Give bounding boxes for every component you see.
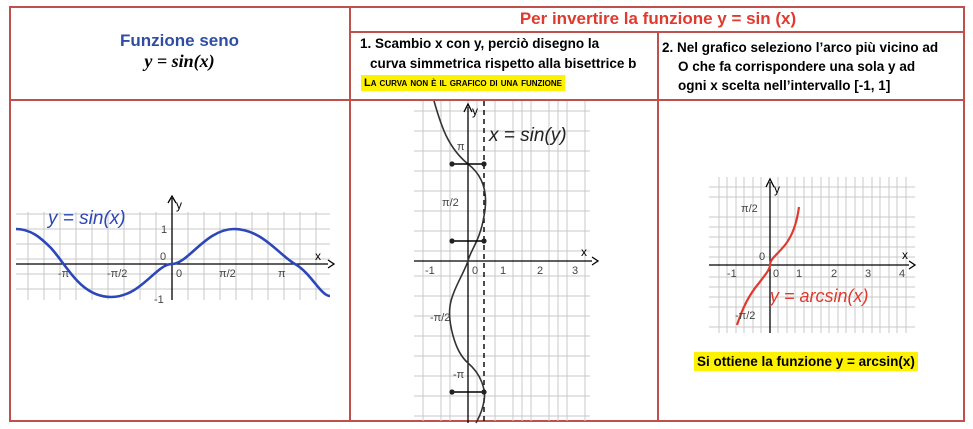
x-axis-label: x — [581, 245, 587, 259]
arcsin-curve-label: y = arcsin(x) — [770, 286, 869, 306]
y-tick-neg-half-pi: -π/2 — [430, 312, 451, 324]
left-title: Funzione seno — [120, 31, 239, 50]
x-tick-two: 2 — [831, 268, 838, 280]
column-divider-2 — [657, 31, 659, 422]
intersection-point-3a — [449, 389, 454, 394]
x-tick-zero: 0 — [472, 265, 479, 277]
intersection-point-1a — [449, 161, 454, 166]
y-tick-neg-one: -1 — [154, 294, 164, 306]
y-tick-half-pi: π/2 — [442, 197, 459, 209]
x-axis-arrow — [592, 257, 598, 265]
x-tick-zero: 0 — [176, 268, 183, 280]
y-tick-neg-half-pi: -π/2 — [735, 310, 756, 322]
swapped-curve-label: x = sin(y) — [489, 125, 567, 146]
x-tick-four: 4 — [899, 268, 906, 280]
y-tick-half-pi: π/2 — [741, 203, 758, 215]
y-tick-zero: 0 — [160, 251, 167, 263]
y-tick-pi: π — [457, 141, 465, 153]
y-axis-label: y — [774, 182, 780, 196]
y-axis-label: y — [472, 104, 478, 118]
x-axis-label: x — [902, 248, 908, 262]
y-tick-neg-pi: -π — [453, 369, 465, 381]
arcsin-graph — [709, 177, 919, 337]
right-title: Per invertire la funzione y = sin (x) — [519, 9, 797, 28]
y-tick-zero: 0 — [759, 251, 766, 263]
x-axis-label: x — [315, 249, 321, 263]
sine-curve-label: y = sin(x) — [48, 208, 126, 229]
x-axis-arrow — [909, 261, 915, 269]
header-subdivider — [349, 31, 965, 33]
step2-line3: ogni x scelta nell’intervallo [-1, 1] — [678, 78, 891, 93]
y-tick-one: 1 — [161, 224, 168, 236]
x-tick-neg-half-pi: -π/2 — [107, 268, 128, 280]
x-tick-zero: 0 — [773, 268, 780, 280]
left-formula: y = sin(x) — [144, 51, 215, 71]
y-axis-label: y — [176, 198, 182, 212]
x-tick-one: 1 — [796, 268, 803, 280]
x-tick-neg-pi: -π — [58, 268, 70, 280]
sine-curve — [16, 229, 330, 297]
swapped-graph — [414, 101, 600, 423]
step1-note: La curva non è il grafico di una funzione — [361, 75, 565, 91]
x-tick-neg-one: -1 — [425, 265, 435, 277]
x-tick-pi: π — [278, 268, 286, 280]
x-tick-two: 2 — [537, 265, 544, 277]
step2-line2: O che fa corrispondere una sola y ad — [678, 59, 916, 74]
x-tick-three: 3 — [865, 268, 872, 280]
x-tick-three: 3 — [572, 265, 579, 277]
intersection-point-2a — [449, 238, 454, 243]
sine-graph — [16, 192, 336, 307]
column-divider-1 — [349, 6, 351, 422]
x-tick-half-pi: π/2 — [219, 268, 236, 280]
intersection-point-3b — [481, 389, 486, 394]
step1-line1: 1. Scambio x con y, perciò disegno la — [360, 36, 600, 51]
arcsin-result-note: Si ottiene la funzione y = arcsin(x) — [694, 352, 918, 371]
step1-line2: curva simmetrica rispetto alla bisettrice b — [370, 56, 637, 71]
step2-line1: 2. Nel grafico seleziono l’arco più vicino ad — [662, 40, 939, 55]
intersection-point-2b — [481, 238, 486, 243]
intersection-point-1b — [481, 161, 486, 166]
x-tick-one: 1 — [500, 265, 507, 277]
x-axis-arrow — [328, 260, 334, 268]
x-tick-neg-one: -1 — [727, 268, 737, 280]
